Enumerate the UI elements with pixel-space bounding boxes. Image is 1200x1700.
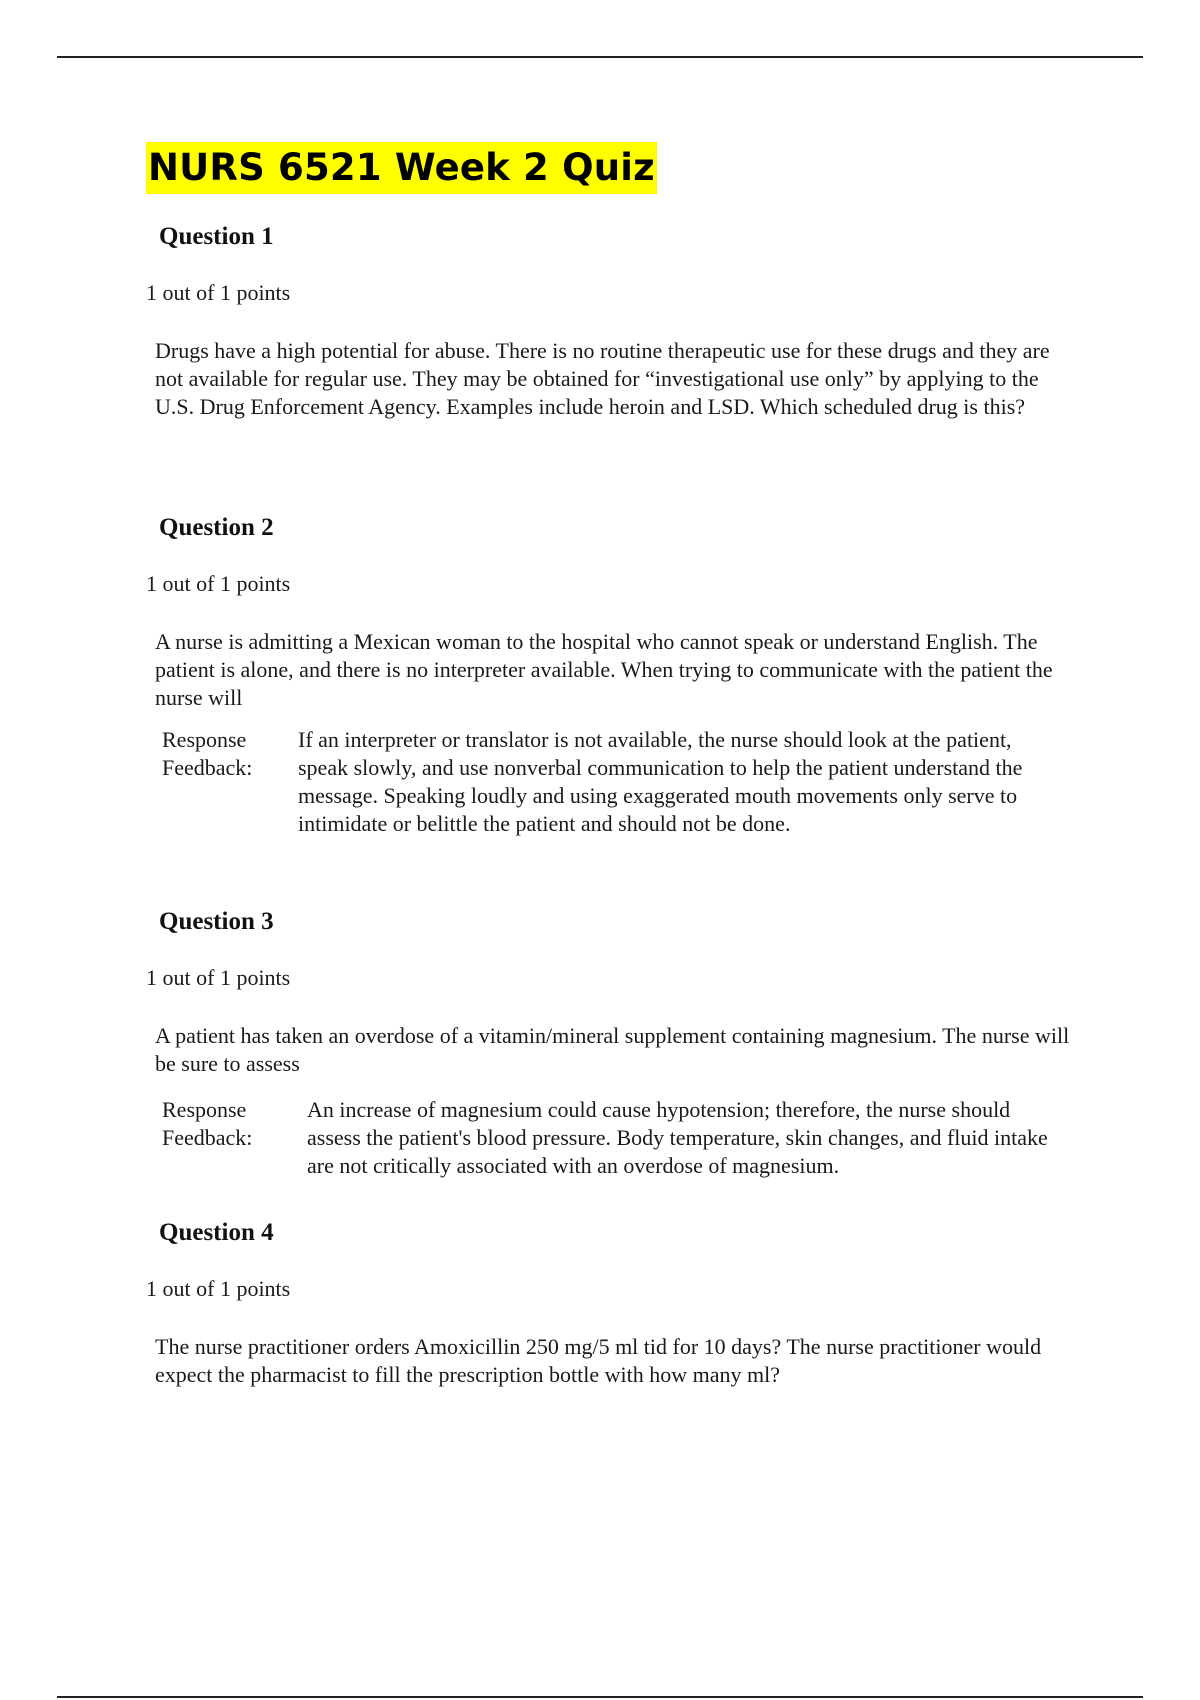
question-heading: Question 1 — [159, 223, 274, 250]
feedback-label: Response Feedback: — [162, 727, 253, 780]
document-title: NURS 6521 Week 2 Quiz — [146, 142, 657, 194]
question-heading: Question 4 — [159, 1219, 274, 1246]
question-points: 1 out of 1 points — [146, 965, 291, 990]
question-points: 1 out of 1 points — [146, 280, 291, 305]
question-text: A nurse is admitting a Mexican woman to the hospital who cannot speak or understand English. The patient is alone, and there is no interpreter available. When trying to communicate with the patient the nurse will — [155, 629, 1053, 710]
bottom-rule — [57, 1696, 1143, 1698]
question-text: Drugs have a high potential for abuse. There is no routine therapeutic use for these drugs and they are not available for regular use. They may be obtained for “investigational use only” by applying to the U.S. Drug Enforcement Agency. Examples include heroin and LSD. Which scheduled drug is this? — [155, 338, 1050, 419]
question-points: 1 out of 1 points — [146, 571, 291, 596]
feedback-text: An increase of magnesium could cause hypotension; therefore, the nurse should assess the patient's blood pressure. Body temperature, skin changes, and fluid intake are not critically associated with an overdose of magnesium. — [307, 1097, 1048, 1178]
question-heading: Question 2 — [159, 514, 274, 541]
question-heading: Question 3 — [159, 908, 274, 935]
question-text: A patient has taken an overdose of a vitamin/mineral supplement containing magnesium. The nurse will be sure to assess — [155, 1023, 1070, 1076]
question-points: 1 out of 1 points — [146, 1276, 291, 1301]
feedback-text: If an interpreter or translator is not available, the nurse should look at the patient, speak slowly, and use nonverbal communication to help the patient understand the message. Speaking loudly and using exaggerated mouth movements only serve to intimidate or belittle the patient and should not be done. — [298, 727, 1023, 836]
top-rule — [57, 56, 1143, 58]
question-text: The nurse practitioner orders Amoxicillin 250 mg/5 ml tid for 10 days? The nurse practitioner would expect the pharmacist to fill the prescription bottle with how many ml? — [155, 1334, 1042, 1387]
feedback-label: Response Feedback: — [162, 1097, 253, 1150]
